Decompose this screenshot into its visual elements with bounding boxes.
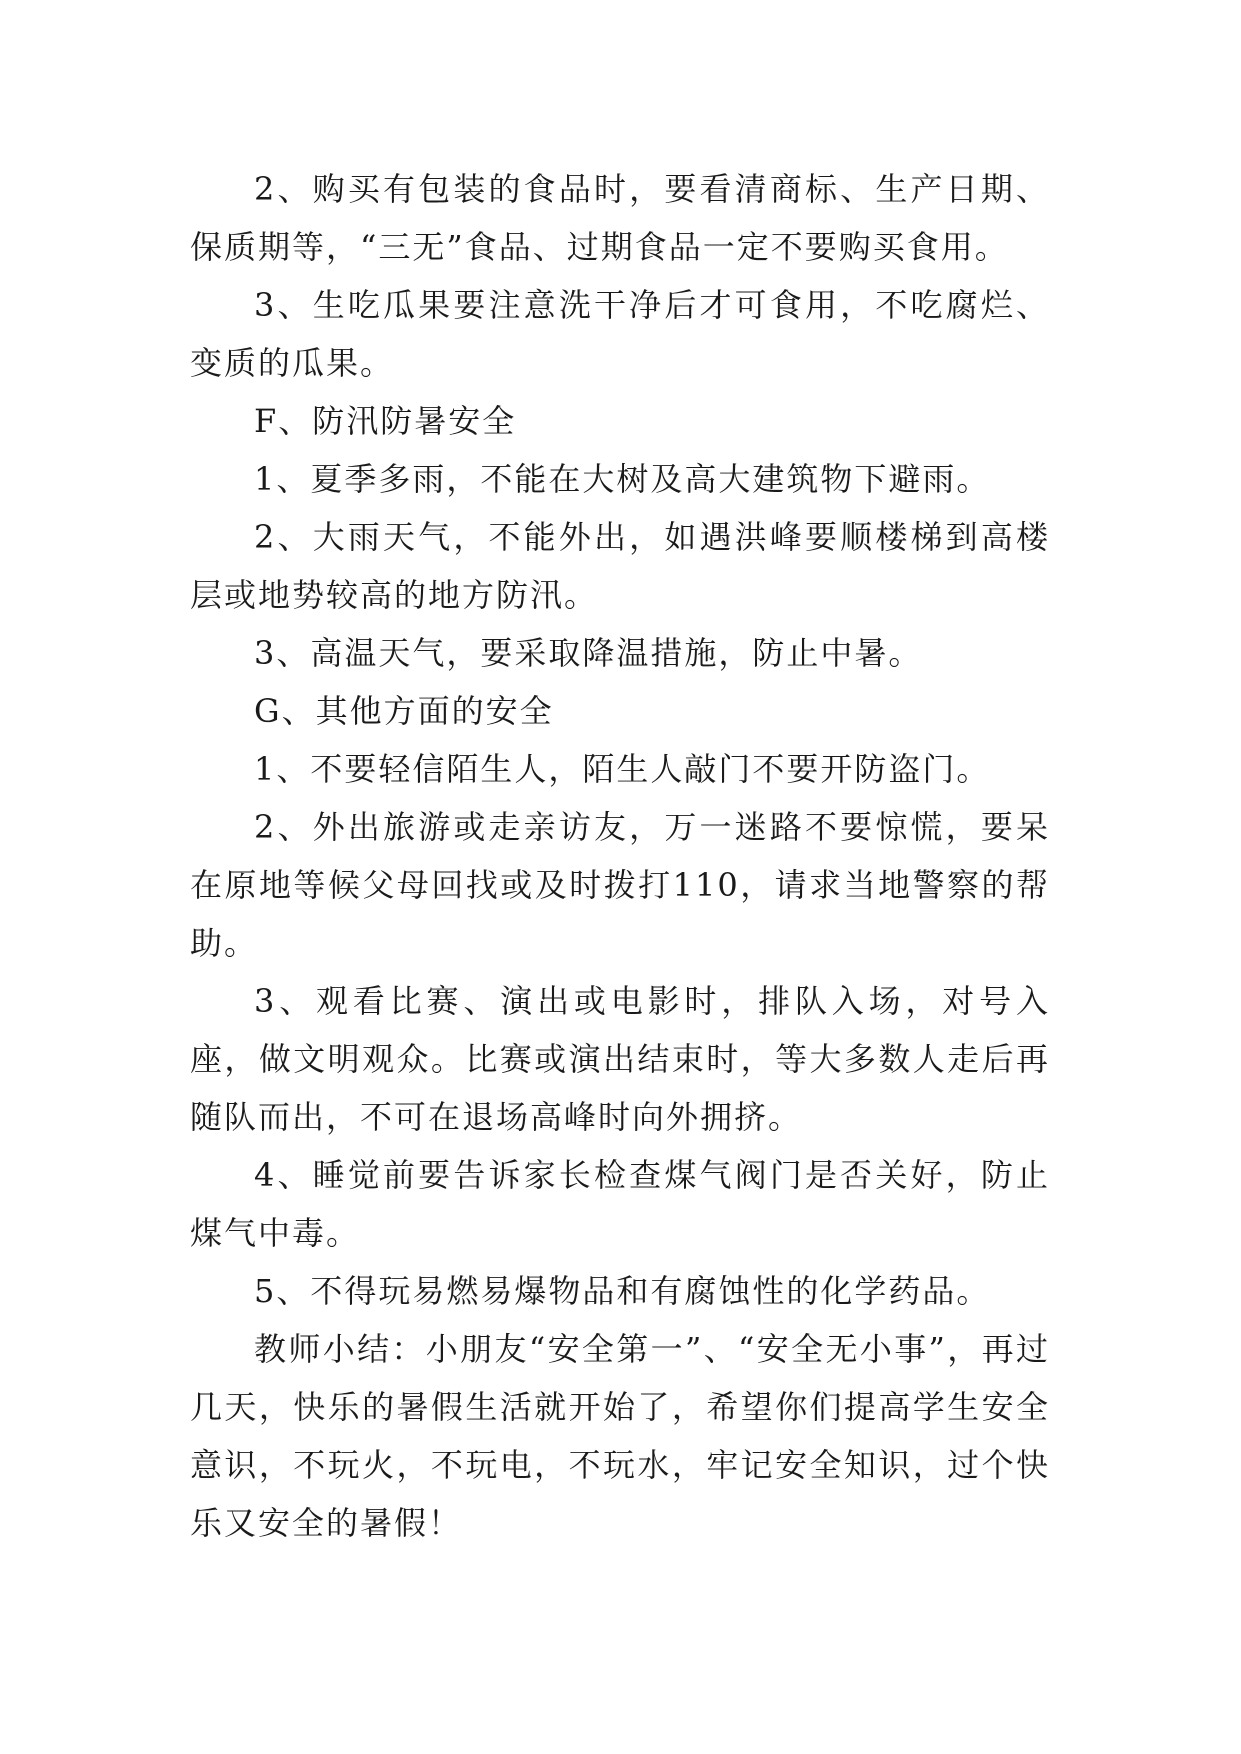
section-heading-flood-heat: F、防汛防暑安全: [254, 402, 517, 440]
paragraph-teacher-summary: 教师小结：小朋友“安全第一”、“安全无小事”，再过几天，快乐的暑假生活就开始了，希望你们提高学生安全意识，不玩火，不玩电，不玩水，牢记安全知识，过个快乐又安全的暑假！: [190, 1330, 1050, 1542]
paragraph-strangers: 1、不要轻信陌生人，陌生人敲门不要开防盗门。: [254, 750, 991, 788]
paragraph-rain-shelter: 1、夏季多雨，不能在大树及高大建筑物下避雨。: [254, 460, 991, 498]
paragraph-getting-lost: 2、外出旅游或走亲访友，万一迷路不要惊慌，要呆在原地等候父母回找或及时拨打110，请求当地警察的帮助。: [190, 808, 1050, 962]
paragraph-gas-valve: 4、睡觉前要告诉家长检查煤气阀门是否关好，防止煤气中毒。: [190, 1156, 1050, 1252]
paragraph-food-packaging: 2、购买有包装的食品时，要看清商标、生产日期、保质期等，“三无”食品、过期食品一定不要购买食用。: [190, 170, 1050, 266]
paragraph-heavy-rain: 2、大雨天气，不能外出，如遇洪峰要顺楼梯到高楼层或地势较高的地方防汛。: [190, 518, 1050, 614]
paragraph-hazardous-materials: 5、不得玩易燃易爆物品和有腐蚀性的化学药品。: [254, 1272, 991, 1310]
document-body: [190, 160, 1050, 1552]
paragraph-events-etiquette: 3、观看比赛、演出或电影时，排队入场，对号入座，做文明观众。比赛或演出结束时，等大多数人走后再随队而出，不可在退场高峰时向外拥挤。: [190, 982, 1050, 1136]
section-heading-other-safety: G、其他方面的安全: [254, 692, 554, 730]
paragraph-fruit-washing: 3、生吃瓜果要注意洗干净后才可食用，不吃腐烂、变质的瓜果。: [190, 286, 1050, 382]
paragraph-high-temperature: 3、高温天气，要采取降温措施，防止中暑。: [254, 634, 923, 672]
